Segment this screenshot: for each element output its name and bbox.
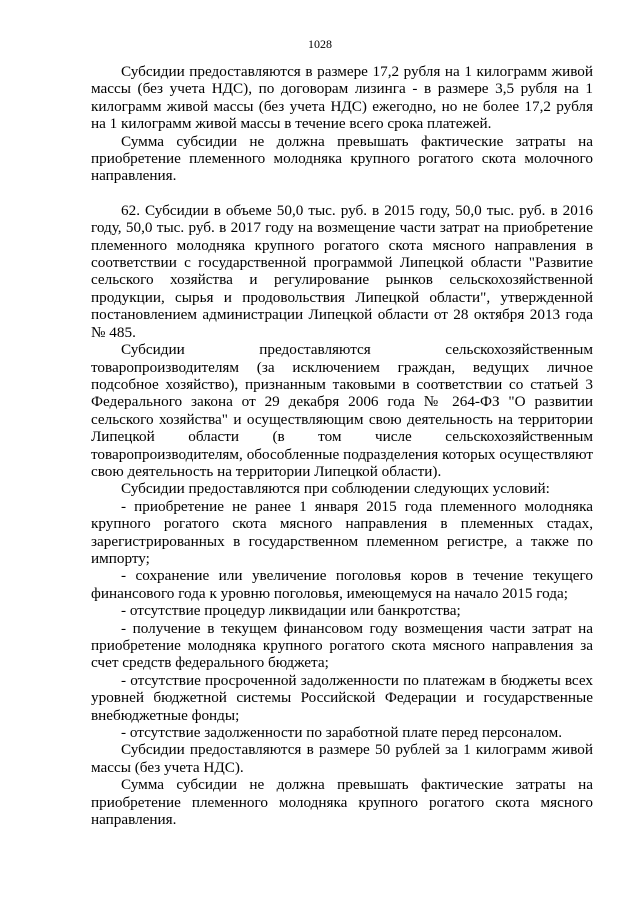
paragraph-conditions-intro: Субсидии предоставляются при соблюдении следующих условий:	[121, 480, 550, 498]
paragraph-subsidy-limit-dairy: Сумма субсидии не должна превышать фактические затраты на приобретение племенного молодняка крупного рогатого скота молочного направления.	[91, 132, 593, 185]
paragraph-subsidy-rate-beef: Субсидии предоставляются в размере 50 рублей за 1 килограмм живой массы (без учета НДС).	[91, 741, 593, 776]
condition-item-no-liquidation: - отсутствие процедур ликвидации или банкротства;	[121, 602, 461, 620]
document-body	[91, 63, 593, 828]
condition-item-herd: - сохранение или увеличение поголовья коров в течение текущего финансового года к уровню поголовья, имеющемуся на начало 2015 года;	[91, 567, 593, 602]
condition-item-purchase: - приобретение не ранее 1 января 2015 года племенного молодняка крупного рогатого скота мясного направления в племенных стадах, зарегистрированных в государственном племенном регистре, а также по импорту;	[91, 497, 593, 567]
paragraph-item-62: 62. Субсидии в объеме 50,0 тыс. руб. в 2015 году, 50,0 тыс. руб. в 2016 году, 50,0 тыс. руб. в 2017 году на возмещение части затрат на приобретение племенного молодняка крупного рогатого скота мясного направления в соответствии с государственной программой Липецкой области "Развитие сельского хозяйства и регулирование рынков сельскохозяйственной продукции, сырья и продовольствия Липецкой области", утвержденной постановлением администрации Липецкой области от 28 октября 2013 года № 485.	[91, 201, 593, 341]
page-number: 1028	[308, 37, 332, 51]
condition-item-no-tax-debt: - отсутствие просроченной задолженности по платежам в бюджеты всех уровней бюджетной системы Российской Федерации и государственные внебюджетные фонды;	[91, 671, 593, 724]
paragraph-recipients: Субсидии предоставляются сельскохозяйственным товаропроизводителям (за исключением граждан, ведущих личное подсобное хозяйство), признанным таковыми в соответствии со статьей 3 Федерального закона от 29 декабря 2006 года № 264-ФЗ "О развитии сельского хозяйства" и осуществляющим свою деятельность на территории Липецкой области (в том числе сельскохозяйственным товаропроизводителям, обособленные подразделения которых осуществляют свою деятельность на территории Липецкой области).	[91, 341, 593, 480]
paragraph-subsidy-limit-beef: Сумма субсидии не должна превышать фактические затраты на приобретение племенного молодняка крупного рогатого скота мясного направления.	[91, 776, 593, 829]
paragraph-subsidy-rate-dairy: Субсидии предоставляются в размере 17,2 рубля на 1 килограмм живой массы (без учета НДС), по договорам лизинга - в размере 3,5 рубля на 1 килограмм живой массы (без учета НДС) ежегодно, но не более 17,2 рубля на 1 килограмм живой массы в течение всего срока платежей.	[91, 63, 593, 133]
condition-item-federal-reimbursement: - получение в текущем финансовом году возмещения части затрат на приобретение молодняка крупного рогатого скота мясного направления за счет средств федерального бюджета;	[91, 619, 593, 672]
condition-item-no-wage-debt: - отсутствие задолженности по заработной плате перед персоналом.	[121, 724, 563, 742]
section-gap	[91, 185, 593, 202]
